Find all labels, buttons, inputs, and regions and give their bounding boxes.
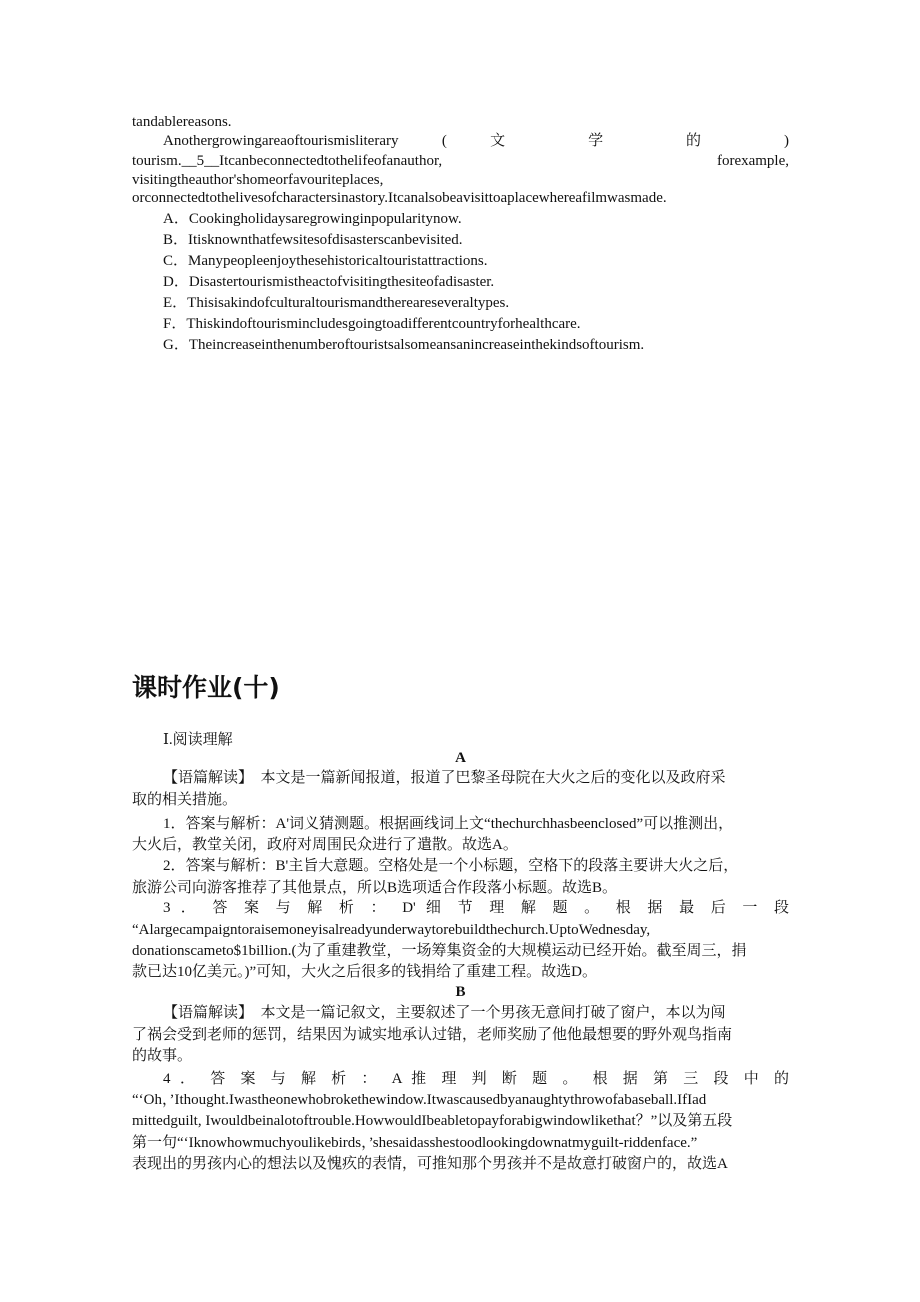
answer-line: “‘Oh，’Ithought.Iwastheonewhobrokethewindow.Itwascausedbyanaughtythrowofabaseball.IfIad xyxy=(132,1092,707,1108)
answer-line: 旅游公司向游客推荐了其他景点，所以B选项适合作段落小标题。故选B。 xyxy=(132,880,618,896)
answer-line: 3 ． 答 案 与 解 析 ： D' 细 节 理 解 题 。 根 据 最 后 一 段 xyxy=(163,900,789,916)
summary-line: 【语篇解读】 本文是一篇新闻报道，报道了巴黎圣母院在大火之后的变化以及政府采 xyxy=(163,770,726,786)
section-heading: Ⅰ.阅读理解 xyxy=(163,732,233,748)
subheading-a: A xyxy=(455,750,466,766)
summary-line: 【语篇解读】 本文是一篇记叙文，主要叙述了一个男孩无意间打破了窗户，本以为闯 xyxy=(163,1005,726,1021)
summary-line: 取的相关措施。 xyxy=(132,792,238,808)
passage-line: tandablereasons. xyxy=(132,114,232,130)
answer-line: 2．答案与解析：B'主旨大意题。空格处是一个小标题，空格下的段落主要讲大火之后， xyxy=(163,858,739,874)
option-item: E．Thisisakindofculturaltourismandthereareseveraltypes. xyxy=(163,295,510,311)
passage-line: orconnectedtothelivesofcharactersinastory.Itcanalsobeavisittoaplacewhereafilmwasmade. xyxy=(132,190,667,206)
option-item: D．Disastertourismistheactofvisitingthesiteofadisaster. xyxy=(163,274,495,290)
passage-line: tourism.__5__Itcanbeconnectedtothelifeofanauthor, forexample, xyxy=(132,153,789,169)
answer-line: mittedguilt, Iwouldbeinalotoftrouble.HowwouldIbeabletopayforabigwindowlikethat？”以及第五段 xyxy=(132,1113,733,1129)
option-item: G．Theincreaseinthenumberoftouristsalsomeansanincreaseinthekindsoftourism. xyxy=(163,337,645,353)
option-item: F．Thiskindoftourismincludesgoingtoadifferentcountryforhealthcare. xyxy=(163,316,581,332)
answer-line: “Alargecampaigntoraisemoneyisalreadyunderwaytorebuildthechurch.UptoWednesday, xyxy=(132,922,651,938)
answer-line: donationscameto$1billion.(为了重建教堂，一场筹集资金的大规模运动已经开始。截至周三，捐 xyxy=(132,943,747,959)
answer-line: 第一句“‘Iknowhowmuchyoulikebirds，’shesaidasshestoodlookingdownatmyguilt-riddenface.” xyxy=(132,1135,698,1151)
answer-line: 大火后，教堂关闭，政府对周围民众进行了遣散。故选A。 xyxy=(132,837,518,853)
option-item: A．Cookingholidaysaregrowinginpopularitynow. xyxy=(163,211,462,227)
option-item: B．Itisknownthatfewsitesofdisasterscanbevisited. xyxy=(163,232,463,248)
summary-line: 的故事。 xyxy=(132,1048,193,1064)
summary-line: 了祸会受到老师的惩罚，结果因为诚实地承认过错，老师奖励了他他最想要的野外观鸟指南 xyxy=(132,1027,733,1043)
answer-line: 1．答案与解析：A'词义猜测题。根据画线词上文“thechurchhasbeenclosed”可以推测出， xyxy=(163,816,734,832)
page-title: 课时作业(十) xyxy=(132,673,280,702)
passage-line: Anothergrowingareaoftourismisliterary ( 文 学 的 ) xyxy=(163,133,789,149)
answer-line: 4 ． 答 案 与 解 析 ： A 推 理 判 断 题 。 根 据 第 三 段 中 的 xyxy=(163,1071,789,1087)
passage-line: visitingtheauthor'shomeorfavouriteplaces, xyxy=(132,172,384,188)
answer-line: 款已达10亿美元。)”可知，大火之后很多的钱捐给了重建工程。故选D。 xyxy=(132,964,597,980)
answer-line: 表现出的男孩内心的想法以及愧疚的表情，可推知那个男孩并不是故意打破窗户的，故选A xyxy=(132,1156,728,1172)
subheading-b: B xyxy=(455,984,466,1000)
option-item: C．Manypeopleenjoythesehistoricaltouristattractions. xyxy=(163,253,488,269)
